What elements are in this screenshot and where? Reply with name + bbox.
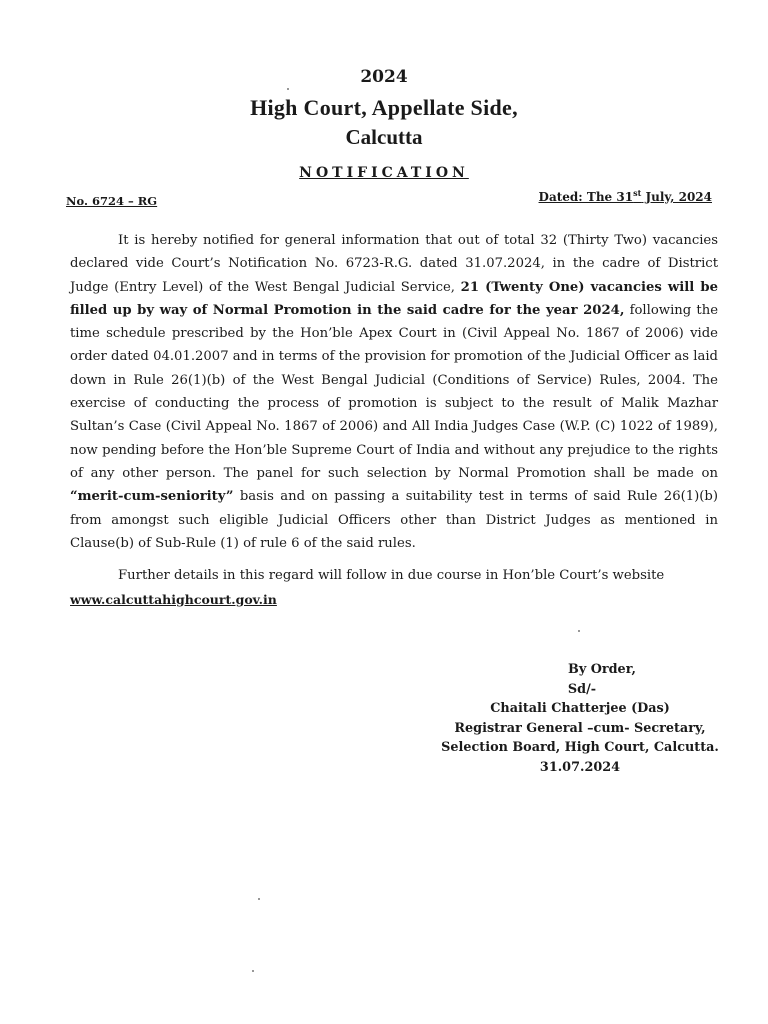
signature-date: 31.07.2024 bbox=[539, 759, 621, 775]
scan-speck bbox=[258, 898, 260, 900]
date-prefix: Dated: The 31 bbox=[538, 190, 634, 204]
date-suffix: July, 2024 bbox=[641, 190, 712, 204]
body-text-part-1: It is hereby notified for general information that out of total 32 (Thirty Two) vacancies declared vide Court’s Notification No. 6723-R.G. dated 31.07.2024, in the cadre of District Judge (Entry Level) of the West Bengal Judicial Service, bbox=[70, 233, 718, 295]
document-year: 2024 bbox=[360, 67, 408, 87]
body-text-part-2: following the time schedule prescribed by the Hon’ble Apex Court in (Civil Appeal No. 1867 of 2006) vide order dated 04.01.2007 and in terms of the provision for promotion of the Judicial Officer as laid down in Rule 26(1)(b) of the West Bengal Judicial (Conditions of Service) Rules, 2004. The exercise of conducting the process of promotion is subject to the result of Malik Mazhar Sultan’s Case (Civil Appeal No. 1867 of 2006) and All India Judges Case (W.P. (C) 1022 of 1989), now pending before the Hon’ble Supreme Court of India and without any prejudice to the rights of any other person. The panel for such selection by Normal Promotion shall be made on bbox=[70, 302, 718, 481]
body-text-part-3: basis and on passing a suitability test in terms of said Rule 26(1)(b) from amongst such eligible Judicial Officers other than District Judges as mentioned in Clause(b) of Sub-Rule (1) of rule 6 of the said rules. bbox=[70, 489, 718, 551]
court-city-heading: Calcutta bbox=[345, 125, 423, 149]
by-order-line: By Order, bbox=[568, 662, 636, 677]
further-details-paragraph: Further details in this regard will follow in due course in Hon’ble Court’s website bbox=[118, 568, 665, 583]
notification-body-paragraph bbox=[70, 229, 718, 555]
notification-title: NOTIFICATION bbox=[299, 165, 469, 181]
scan-speck bbox=[287, 88, 289, 90]
scan-speck bbox=[578, 630, 580, 632]
signatory-office: Selection Board, High Court, Calcutta. bbox=[441, 740, 719, 755]
reference-number: No. 6724 – RG bbox=[66, 194, 158, 208]
signature-block bbox=[400, 660, 760, 777]
merit-cum-seniority-highlight: “merit-cum-seniority” bbox=[70, 489, 234, 505]
date-ordinal-suffix: st bbox=[633, 188, 642, 198]
court-name-heading: High Court, Appellate Side, bbox=[250, 95, 518, 120]
vacancy-highlight: 21 (Twenty One) vacancies will be filled up by way of Normal Promotion in the said cadre for the year 2024, bbox=[70, 279, 718, 318]
signatory-designation: Registrar General –cum- Secretary, bbox=[454, 720, 706, 736]
scan-speck bbox=[252, 970, 254, 972]
signatory-name: Chaitali Chatterjee (Das) bbox=[490, 701, 670, 716]
website-link[interactable]: www.calcuttahighcourt.gov.in bbox=[70, 592, 277, 607]
signed-line: Sd/- bbox=[567, 681, 597, 697]
notification-date bbox=[539, 188, 712, 204]
